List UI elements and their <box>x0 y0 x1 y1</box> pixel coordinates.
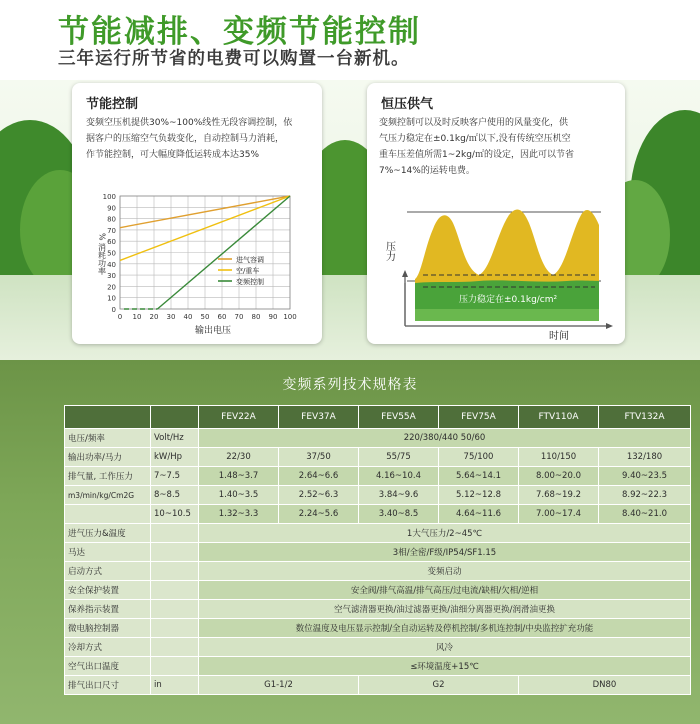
row-label: 安全保护装置 <box>65 581 151 600</box>
x-tick-label: 20 <box>149 313 159 321</box>
table-cell: 7.00~17.4 <box>519 505 599 524</box>
table-cell: 4.64~11.6 <box>439 505 519 524</box>
table-cell: 1.48~3.7 <box>199 467 279 486</box>
y-tick-label: 80 <box>107 215 116 224</box>
y-tick-label: 90 <box>107 204 116 213</box>
table-cell: 75/100 <box>439 448 519 467</box>
row-unit: 7~7.5 <box>151 467 199 486</box>
row-unit <box>151 619 199 638</box>
row-unit: kW/Hp <box>151 448 199 467</box>
row-label: 启动方式 <box>65 562 151 581</box>
row-unit <box>151 600 199 619</box>
row-label <box>65 505 151 524</box>
table-cell: 4.16~10.4 <box>359 467 439 486</box>
y-tick-label: 60 <box>107 238 116 247</box>
row-label: 进气压力&温度 <box>65 524 151 543</box>
table-row <box>65 657 691 676</box>
table-cell: 55/75 <box>359 448 439 467</box>
header-cell <box>65 406 151 429</box>
text-line: 气压力稳定在±0.1kg/㎡以下,没有传统空压机空 <box>379 134 571 144</box>
table-cell: 空气滤清器更换/油过滤器更换/油细分离器更换/润滑油更换 <box>199 600 691 619</box>
text-line: 变频控制可以及时反映客户使用的风量变化，供 <box>379 118 569 128</box>
row-unit: in <box>151 676 199 695</box>
table-cell: DN80 <box>519 676 691 695</box>
table-cell: 5.64~14.1 <box>439 467 519 486</box>
power-consumption-chart <box>72 83 322 344</box>
row-label: 排气出口尺寸 <box>65 676 151 695</box>
row-unit: 10~10.5 <box>151 505 199 524</box>
row-label: 空气出口温度 <box>65 657 151 676</box>
y-tick-label: 0 <box>111 306 116 314</box>
pressure-annotation: 压力稳定在±0.1kg/cm² <box>459 295 558 305</box>
table-row <box>65 543 691 562</box>
table-cell: 1.40~3.5 <box>199 486 279 505</box>
row-unit: Volt/Hz <box>151 429 199 448</box>
table-cell: 7.68~19.2 <box>519 486 599 505</box>
legend-label: 空/重车 <box>236 267 260 275</box>
row-unit <box>151 524 199 543</box>
y-tick-label: 100 <box>102 193 116 201</box>
table-cell: 数位温度及电压显示控制/全自动运转及停机控制/多机连控制/中央监控扩充功能 <box>199 619 691 638</box>
legend-label: 变频控制 <box>236 278 264 286</box>
text-line: 7%~14%的运转电费。 <box>379 166 475 176</box>
text-line: 作节能控制，可大幅度降低运转成本达35% <box>86 150 260 160</box>
table-cell: 220/380/440 50/60 <box>199 429 691 448</box>
y-axis-label: % 消耗功率 <box>97 233 107 276</box>
row-unit: 8~8.5 <box>151 486 199 505</box>
x-tick-label: 100 <box>283 313 297 321</box>
header-cell <box>151 406 199 429</box>
row-label: 冷却方式 <box>65 638 151 657</box>
x-tick-label: 30 <box>166 313 176 321</box>
table-row <box>65 619 691 638</box>
table-cell: G1-1/2 <box>199 676 359 695</box>
table-cell: 2.64~6.6 <box>279 467 359 486</box>
table-row <box>65 676 691 695</box>
text-line: 据客户的压缩空气负载变化，自动控制马力消耗， <box>86 134 285 144</box>
y-tick-label: 50 <box>107 249 116 258</box>
row-label: 输出功率/马力 <box>65 448 151 467</box>
table-cell: 3.84~9.6 <box>359 486 439 505</box>
x-tick-label: 0 <box>117 313 123 321</box>
table-cell: 8.00~20.0 <box>519 467 599 486</box>
model-header: FEV75A <box>439 406 519 429</box>
x-tick-label: 90 <box>268 313 278 321</box>
y-axis-label: 压力 <box>383 241 395 261</box>
panel-title: 恒压供气 <box>381 97 434 112</box>
model-header: FEV37A <box>279 406 359 429</box>
row-unit <box>151 638 199 657</box>
table-cell: 9.40~23.5 <box>599 467 691 486</box>
table-cell: ≤环境温度+15℃ <box>199 657 691 676</box>
y-tick-label: 70 <box>107 226 116 235</box>
header <box>0 0 700 80</box>
spec-table <box>64 405 691 695</box>
table-row <box>65 562 691 581</box>
table-cell: 2.24~5.6 <box>279 505 359 524</box>
model-header: FEV22A <box>199 406 279 429</box>
constant-pressure-panel <box>367 83 625 344</box>
stable-band-base <box>415 309 599 321</box>
panel-title: 节能控制 <box>86 97 139 112</box>
row-label: 保养指示装置 <box>65 600 151 619</box>
table-row <box>65 638 691 657</box>
table-row <box>65 505 691 524</box>
row-unit <box>151 657 199 676</box>
text-line: 重车压差值所需1~2kg/㎡的设定，因此可以节省 <box>379 150 574 160</box>
table-row <box>65 600 691 619</box>
table-cell: G2 <box>359 676 519 695</box>
table-cell: 37/50 <box>279 448 359 467</box>
x-axis-label: 输出电压 <box>195 326 232 336</box>
y-tick-label: 20 <box>107 283 116 292</box>
table-header-row <box>65 406 691 429</box>
text-line: 变频空压机提供30%~100%线性无段容调控制，依 <box>86 118 293 128</box>
row-label: 微电脑控制器 <box>65 619 151 638</box>
y-tick-label: 40 <box>107 260 116 269</box>
table-cell: 5.12~12.8 <box>439 486 519 505</box>
table-cell: 8.40~21.0 <box>599 505 691 524</box>
row-label: 电压/频率 <box>65 429 151 448</box>
x-axis-label: 时间 <box>549 331 569 342</box>
table-row <box>65 448 691 467</box>
row-unit <box>151 562 199 581</box>
row-label: 排气量, 工作压力 <box>65 467 151 486</box>
table-cell: 变频启动 <box>199 562 691 581</box>
pressure-chart <box>367 83 625 344</box>
table-cell: 132/180 <box>599 448 691 467</box>
row-label: m3/min/kg/Cm2G <box>65 486 151 505</box>
table-row <box>65 467 691 486</box>
energy-saving-panel <box>72 83 322 344</box>
x-tick-label: 40 <box>183 313 193 321</box>
table-row <box>65 486 691 505</box>
page-subtitle: 三年运行所节省的电费可以购置一台新机。 <box>58 49 410 69</box>
model-header: FTV132A <box>599 406 691 429</box>
table-row <box>65 524 691 543</box>
x-tick-label: 50 <box>200 313 210 321</box>
table-cell: 安全阀/排气高温/排气高压/过电流/缺相/欠相/逆相 <box>199 581 691 600</box>
x-tick-label: 60 <box>217 313 227 321</box>
x-tick-label: 70 <box>234 313 244 321</box>
table-cell: 1大气压力/2~45℃ <box>199 524 691 543</box>
table-row <box>65 581 691 600</box>
model-header: FTV110A <box>519 406 599 429</box>
table-cell: 风冷 <box>199 638 691 657</box>
row-unit <box>151 581 199 600</box>
table-cell: 3.40~8.5 <box>359 505 439 524</box>
table-cell: 22/30 <box>199 448 279 467</box>
page-title: 节能减排、变频节能控制 <box>58 14 421 50</box>
table-cell: 110/150 <box>519 448 599 467</box>
table-cell: 2.52~6.3 <box>279 486 359 505</box>
row-unit <box>151 543 199 562</box>
spec-section-title: 变频系列技术规格表 <box>282 377 418 393</box>
legend-label: 进气容调 <box>236 256 264 264</box>
x-axis-arrow <box>606 323 613 329</box>
y-tick-label: 10 <box>107 294 116 303</box>
x-tick-label: 10 <box>132 313 142 321</box>
y-tick-label: 30 <box>107 272 116 281</box>
table-row <box>65 429 691 448</box>
row-label: 马达 <box>65 543 151 562</box>
model-header: FEV55A <box>359 406 439 429</box>
table-cell: 8.92~22.3 <box>599 486 691 505</box>
table-cell: 1.32~3.3 <box>199 505 279 524</box>
table-cell: 3相/全密/F级/IP54/SF1.15 <box>199 543 691 562</box>
y-axis-arrow <box>402 270 408 277</box>
x-tick-label: 80 <box>251 313 261 321</box>
